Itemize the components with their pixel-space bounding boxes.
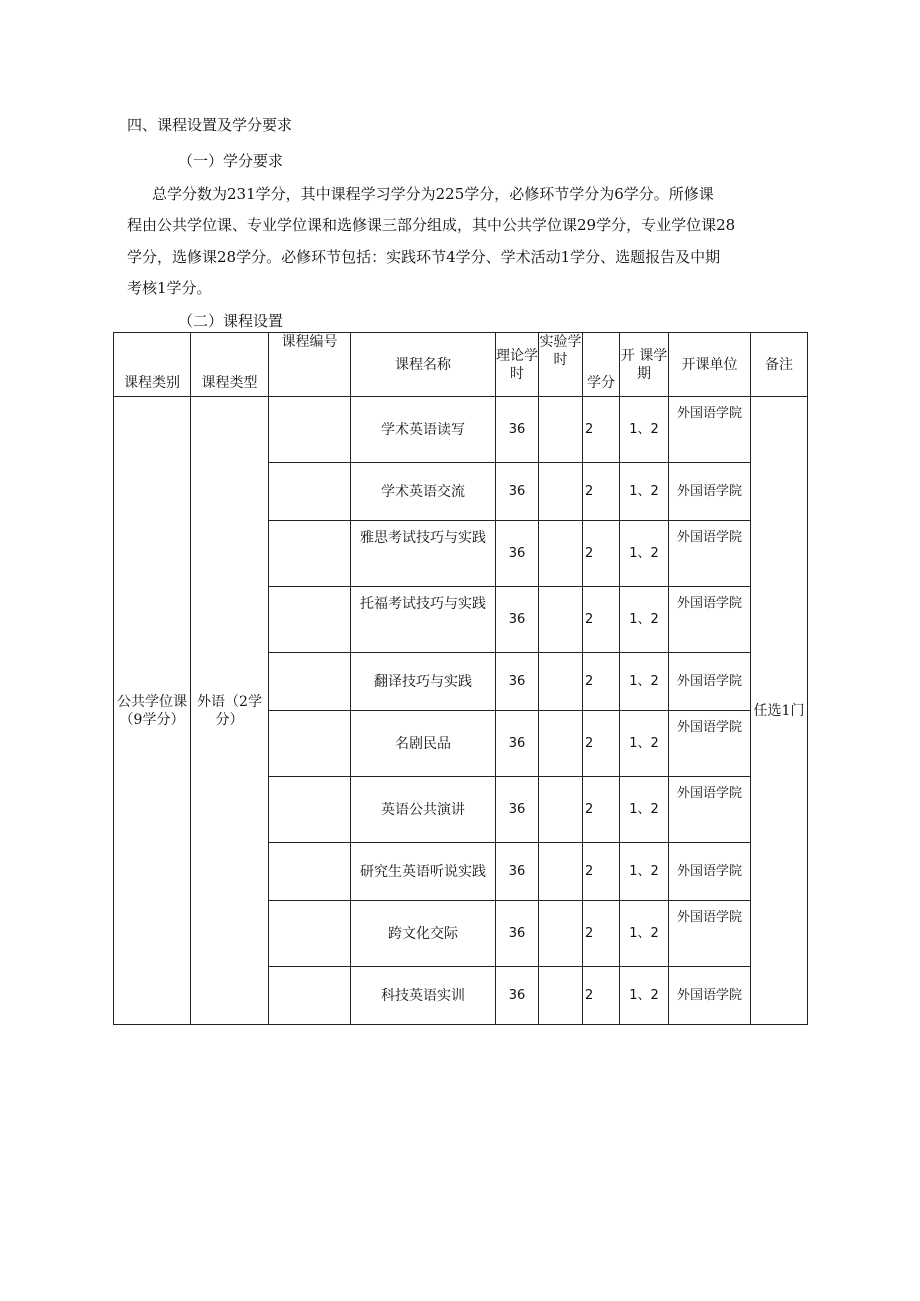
lab-hours xyxy=(539,521,583,587)
header-lab-hours: 实验学时 xyxy=(539,333,583,397)
course-name: 学术英语交流 xyxy=(351,463,496,521)
course-type: 外语（2学分） xyxy=(191,397,269,1025)
offering-unit: 外国语学院 xyxy=(669,777,751,843)
header-semester: 开 课学期 xyxy=(620,333,669,397)
semester: 1、2 xyxy=(620,397,669,463)
lab-hours xyxy=(539,901,583,967)
paragraph-line: 学分，选修课28学分。必修环节包括：实践环节4学分、学术活动1学分、选题报告及中期 xyxy=(127,248,721,266)
subheading-credit-requirements: （一）学分要求 xyxy=(178,152,284,170)
course-code xyxy=(269,901,351,967)
theory-hours: 36 xyxy=(496,901,539,967)
semester: 1、2 xyxy=(620,711,669,777)
course-code xyxy=(269,653,351,711)
course-code xyxy=(269,463,351,521)
header-name: 课程名称 xyxy=(351,333,496,397)
theory-hours: 36 xyxy=(496,777,539,843)
course-code xyxy=(269,967,351,1025)
semester: 1、2 xyxy=(620,587,669,653)
course-code xyxy=(269,843,351,901)
course-name: 英语公共演讲 xyxy=(351,777,496,843)
lab-hours xyxy=(539,777,583,843)
paragraph-line: 总学分数为231学分，其中课程学习学分为225学分，必修环节学分为6学分。所修课 xyxy=(152,185,714,203)
header-credits: 学分 xyxy=(583,333,620,397)
theory-hours: 36 xyxy=(496,967,539,1025)
header-remark: 备注 xyxy=(751,333,808,397)
credits: 2 xyxy=(583,397,620,463)
credits: 2 xyxy=(583,777,620,843)
offering-unit: 外国语学院 xyxy=(669,967,751,1025)
subheading-course-setup: （二）课程设置 xyxy=(178,312,284,330)
theory-hours: 36 xyxy=(496,521,539,587)
header-theory-hours: 理论学时 xyxy=(496,333,539,397)
credits: 2 xyxy=(583,463,620,521)
course-code xyxy=(269,397,351,463)
course-table xyxy=(113,332,808,1025)
theory-hours: 36 xyxy=(496,463,539,521)
lab-hours xyxy=(539,711,583,777)
lab-hours xyxy=(539,967,583,1025)
lab-hours xyxy=(539,843,583,901)
offering-unit: 外国语学院 xyxy=(669,463,751,521)
course-name: 雅思考试技巧与实践 xyxy=(351,521,496,587)
credits: 2 xyxy=(583,901,620,967)
lab-hours xyxy=(539,653,583,711)
header-code: 课程编号 xyxy=(269,333,351,397)
credits: 2 xyxy=(583,711,620,777)
offering-unit: 外国语学院 xyxy=(669,843,751,901)
table-header-row xyxy=(114,333,808,397)
course-name: 托福考试技巧与实践 xyxy=(351,587,496,653)
semester: 1、2 xyxy=(620,777,669,843)
course-category: 公共学位课（9学分） xyxy=(114,397,191,1025)
course-name: 翻译技巧与实践 xyxy=(351,653,496,711)
theory-hours: 36 xyxy=(496,397,539,463)
lab-hours xyxy=(539,397,583,463)
course-name: 科技英语实训 xyxy=(351,967,496,1025)
credits: 2 xyxy=(583,843,620,901)
course-code xyxy=(269,587,351,653)
offering-unit: 外国语学院 xyxy=(669,587,751,653)
semester: 1、2 xyxy=(620,521,669,587)
credits: 2 xyxy=(583,653,620,711)
credits: 2 xyxy=(583,967,620,1025)
header-category: 课程类别 xyxy=(114,333,191,397)
semester: 1、2 xyxy=(620,653,669,711)
section-heading: 四、课程设置及学分要求 xyxy=(127,116,293,134)
semester: 1、2 xyxy=(620,843,669,901)
theory-hours: 36 xyxy=(496,587,539,653)
paragraph-line: 考核1学分。 xyxy=(127,279,212,297)
credits: 2 xyxy=(583,521,620,587)
remark: 任选1门 xyxy=(751,397,808,1025)
theory-hours: 36 xyxy=(496,843,539,901)
course-name: 研究生英语听说实践 xyxy=(351,843,496,901)
credits: 2 xyxy=(583,587,620,653)
lab-hours xyxy=(539,587,583,653)
offering-unit: 外国语学院 xyxy=(669,397,751,463)
table-row xyxy=(114,397,808,463)
offering-unit: 外国语学院 xyxy=(669,901,751,967)
lab-hours xyxy=(539,463,583,521)
semester: 1、2 xyxy=(620,967,669,1025)
course-name: 学术英语读写 xyxy=(351,397,496,463)
offering-unit: 外国语学院 xyxy=(669,653,751,711)
course-code xyxy=(269,711,351,777)
paragraph-line: 程由公共学位课、专业学位课和选修课三部分组成，其中公共学位课29学分，专业学位课28 xyxy=(127,216,736,234)
semester: 1、2 xyxy=(620,463,669,521)
course-code xyxy=(269,521,351,587)
theory-hours: 36 xyxy=(496,653,539,711)
course-name: 跨文化交际 xyxy=(351,901,496,967)
course-code xyxy=(269,777,351,843)
semester: 1、2 xyxy=(620,901,669,967)
offering-unit: 外国语学院 xyxy=(669,711,751,777)
theory-hours: 36 xyxy=(496,711,539,777)
course-name: 名剧民品 xyxy=(351,711,496,777)
offering-unit: 外国语学院 xyxy=(669,521,751,587)
header-type: 课程类型 xyxy=(191,333,269,397)
header-unit: 开课单位 xyxy=(669,333,751,397)
